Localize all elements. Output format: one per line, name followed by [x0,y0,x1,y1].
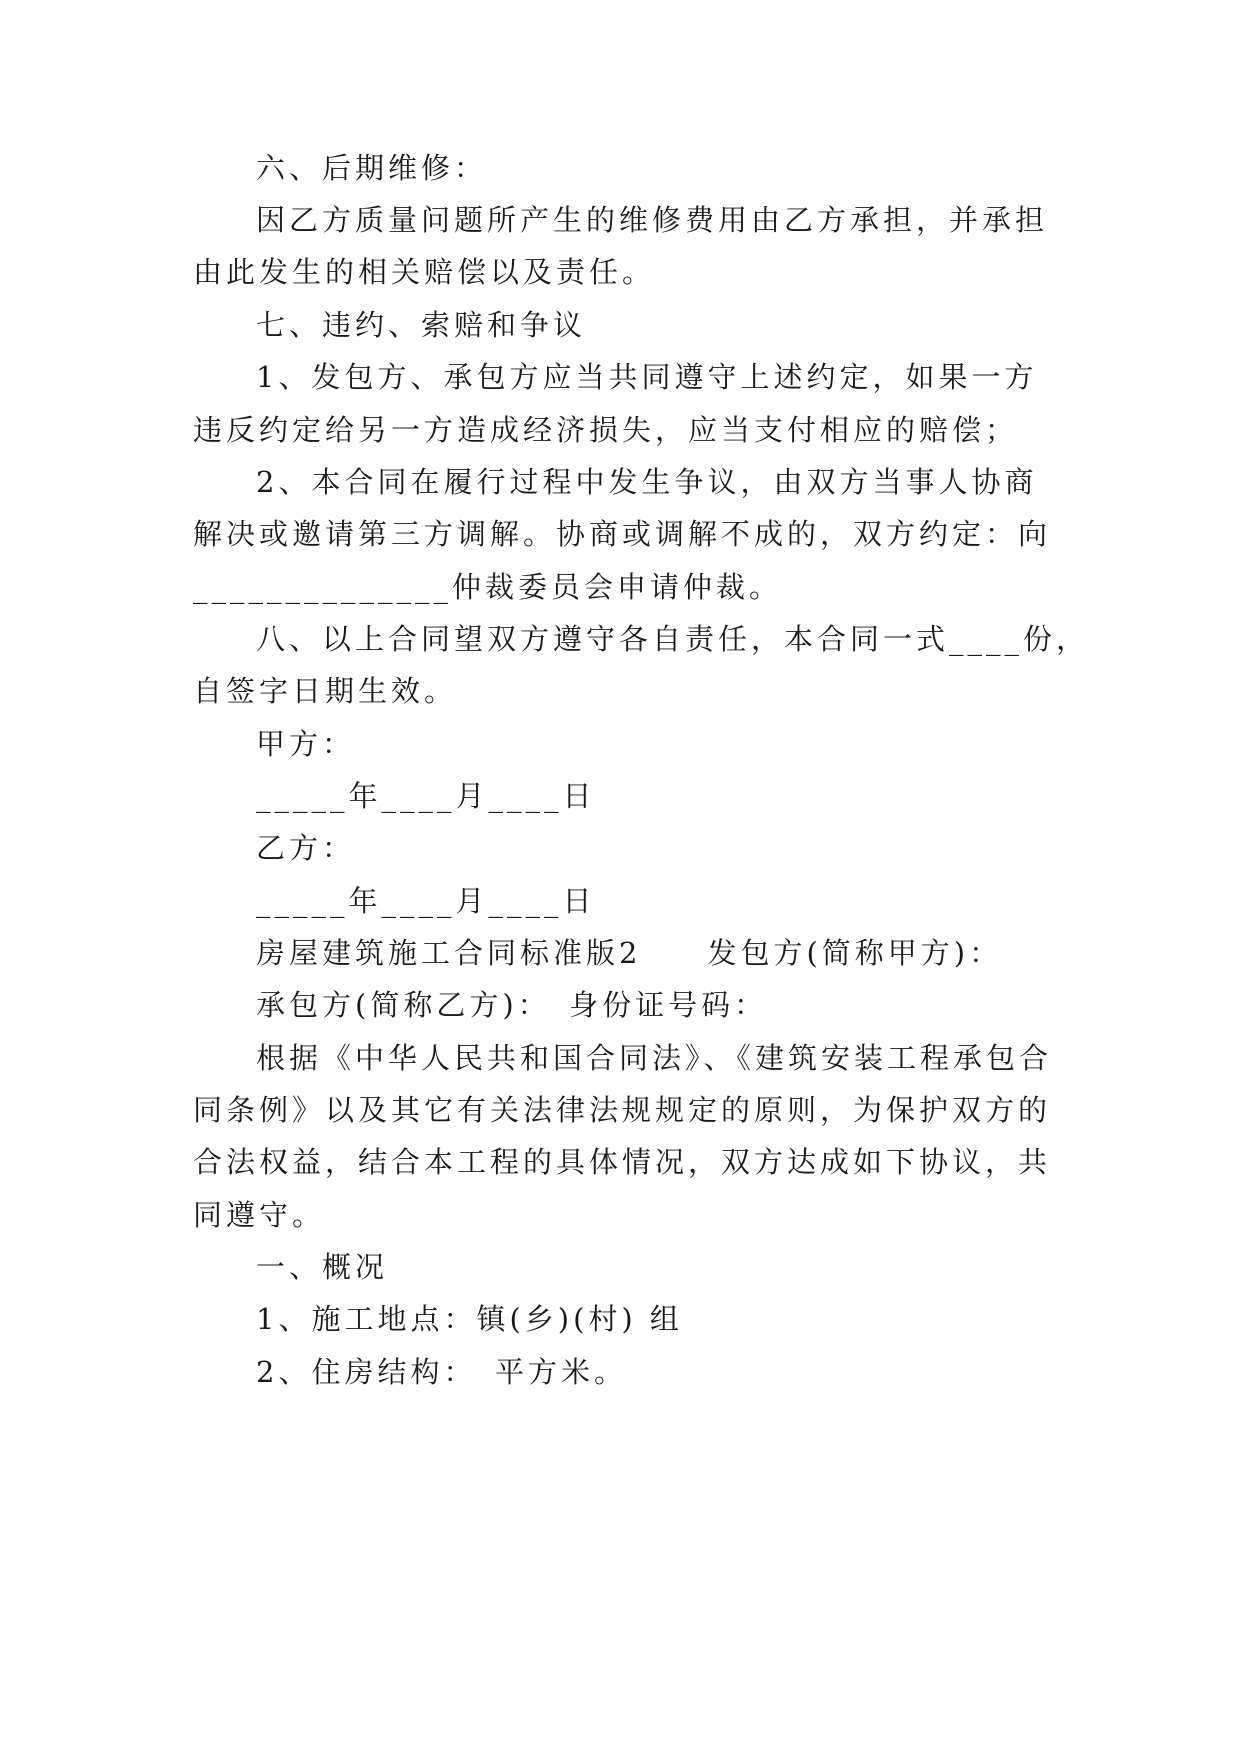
paragraph-line: 合法权益，结合本工程的具体情况，双方达成如下协议，共 [193,1145,1052,1179]
section-7-heading: 七、违约、索赔和争议 [256,308,587,342]
contract-title-line: 房屋建筑施工合同标准版2 发包方(简称甲方)： [256,936,1003,970]
paragraph-line: 1、施工地点：镇(乡)(村) 组 [256,1302,683,1336]
section-8-line: 八、以上合同望双方遵守各自责任，本合同一式____份， [256,622,1090,656]
party-b-label: 乙方： [256,831,356,865]
paragraph-line: 解决或邀请第三方调解。协商或调解不成的，双方约定：向 [193,517,1052,551]
party-b-date: _____年____月____日 [256,884,596,918]
paragraph-line: 自签字日期生效。 [193,674,458,708]
paragraph-line: 由此发生的相关赔偿以及责任。 [193,255,656,289]
party-a-date: _____年____月____日 [256,779,596,813]
paragraph-line: 因乙方质量问题所产生的维修费用由乙方承担，并承担 [256,203,1049,237]
contractor-line: 承包方(简称乙方)： 身份证号码： [256,988,768,1022]
section-6-heading: 六、后期维修： [256,151,488,185]
paragraph-line: ______________仲裁委员会申请仲裁。 [193,570,783,604]
paragraph-line: 同条例》以及其它有关法律法规规定的原则，为保护双方的 [193,1093,1052,1127]
paragraph-line: 2、住房结构： 平方米。 [256,1355,627,1389]
paragraph-line: 同遵守。 [193,1198,326,1232]
paragraph-line: 2、本合同在履行过程中发生争议，由双方当事人协商 [256,465,1038,499]
paragraph-line: 1、发包方、承包方应当共同遵守上述约定，如果一方 [256,360,1038,394]
party-a-label: 甲方： [256,727,356,761]
paragraph-line: 违反约定给另一方造成经济损失，应当支付相应的赔偿； [193,413,1019,447]
section-1-heading: 一、概况 [256,1250,389,1284]
paragraph-line: 根据《中华人民共和国合同法》、《建筑安装工程承包合 [256,1041,1053,1075]
